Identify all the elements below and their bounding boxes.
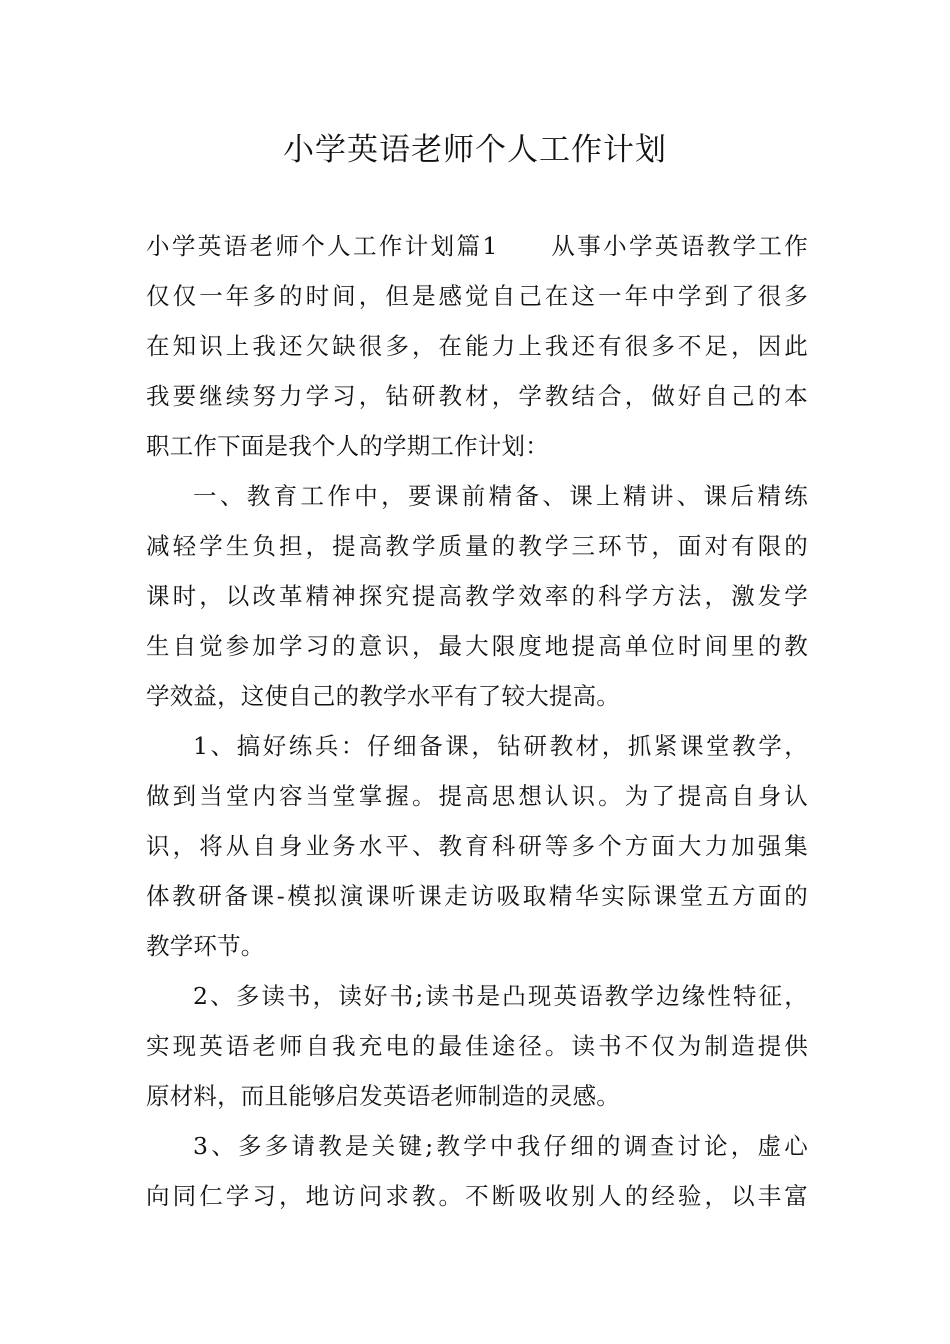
paragraph-line: 原材料，而且能够启发英语老师制造的灵感。 <box>146 1082 620 1110</box>
paragraph-line: 我要继续努力学习，钻研教材，学教结合，做好自己的本 <box>146 382 808 410</box>
paragraph-line: 2、多读书，读好书;读书是凸现英语教学边缘性特征， <box>193 982 808 1010</box>
paragraph-line: 职工作下面是我个人的学期工作计划： <box>146 432 549 460</box>
paragraph-line: 仅仅一年多的时间，但是感觉自己在这一年中学到了很多 <box>146 282 808 310</box>
paragraph-line: 识，将从自身业务水平、教育科研等多个方面大力加强集 <box>146 832 808 860</box>
paragraph-line: 教学环节。 <box>146 932 265 960</box>
paragraph-line: 体教研备课-模拟演课听课走访吸取精华实际课堂五方面的 <box>146 882 808 910</box>
paragraph-line: 生自觉参加学习的意识，最大限度地提高单位时间里的教 <box>146 632 808 660</box>
paragraph-line: 在知识上我还欠缺很多，在能力上我还有很多不足，因此 <box>146 332 808 360</box>
paragraph-line: 做到当堂内容当堂掌握。提高思想认识。为了提高自身认 <box>146 782 808 810</box>
document-body <box>146 221 808 1221</box>
paragraph-line: 3、多多请教是关键;教学中我仔细的调查讨论，虚心 <box>193 1132 808 1160</box>
paragraph-line: 1、搞好练兵：仔细备课，钻研教材，抓紧课堂教学， <box>193 732 808 760</box>
paragraph-line: 学效益，这使自己的教学水平有了较大提高。 <box>146 682 620 710</box>
paragraph-line: 课时，以改革精神探究提高教学效率的科学方法，激发学 <box>146 582 808 610</box>
paragraph-line: 减轻学生负担，提高教学质量的教学三环节，面对有限的 <box>146 532 808 560</box>
paragraph-line: 实现英语老师自我充电的最佳途径。读书不仅为制造提供 <box>146 1032 808 1060</box>
paragraph-line: 向同仁学习，地访问求教。不断吸收别人的经验，以丰富 <box>146 1182 808 1210</box>
document-title: 小学英语老师个人工作计划 <box>283 132 667 168</box>
paragraph-line: 一、教育工作中，要课前精备、课上精讲、课后精练 <box>193 482 808 510</box>
paragraph-line: 小学英语老师个人工作计划篇1 从事小学英语教学工作 <box>146 232 808 260</box>
